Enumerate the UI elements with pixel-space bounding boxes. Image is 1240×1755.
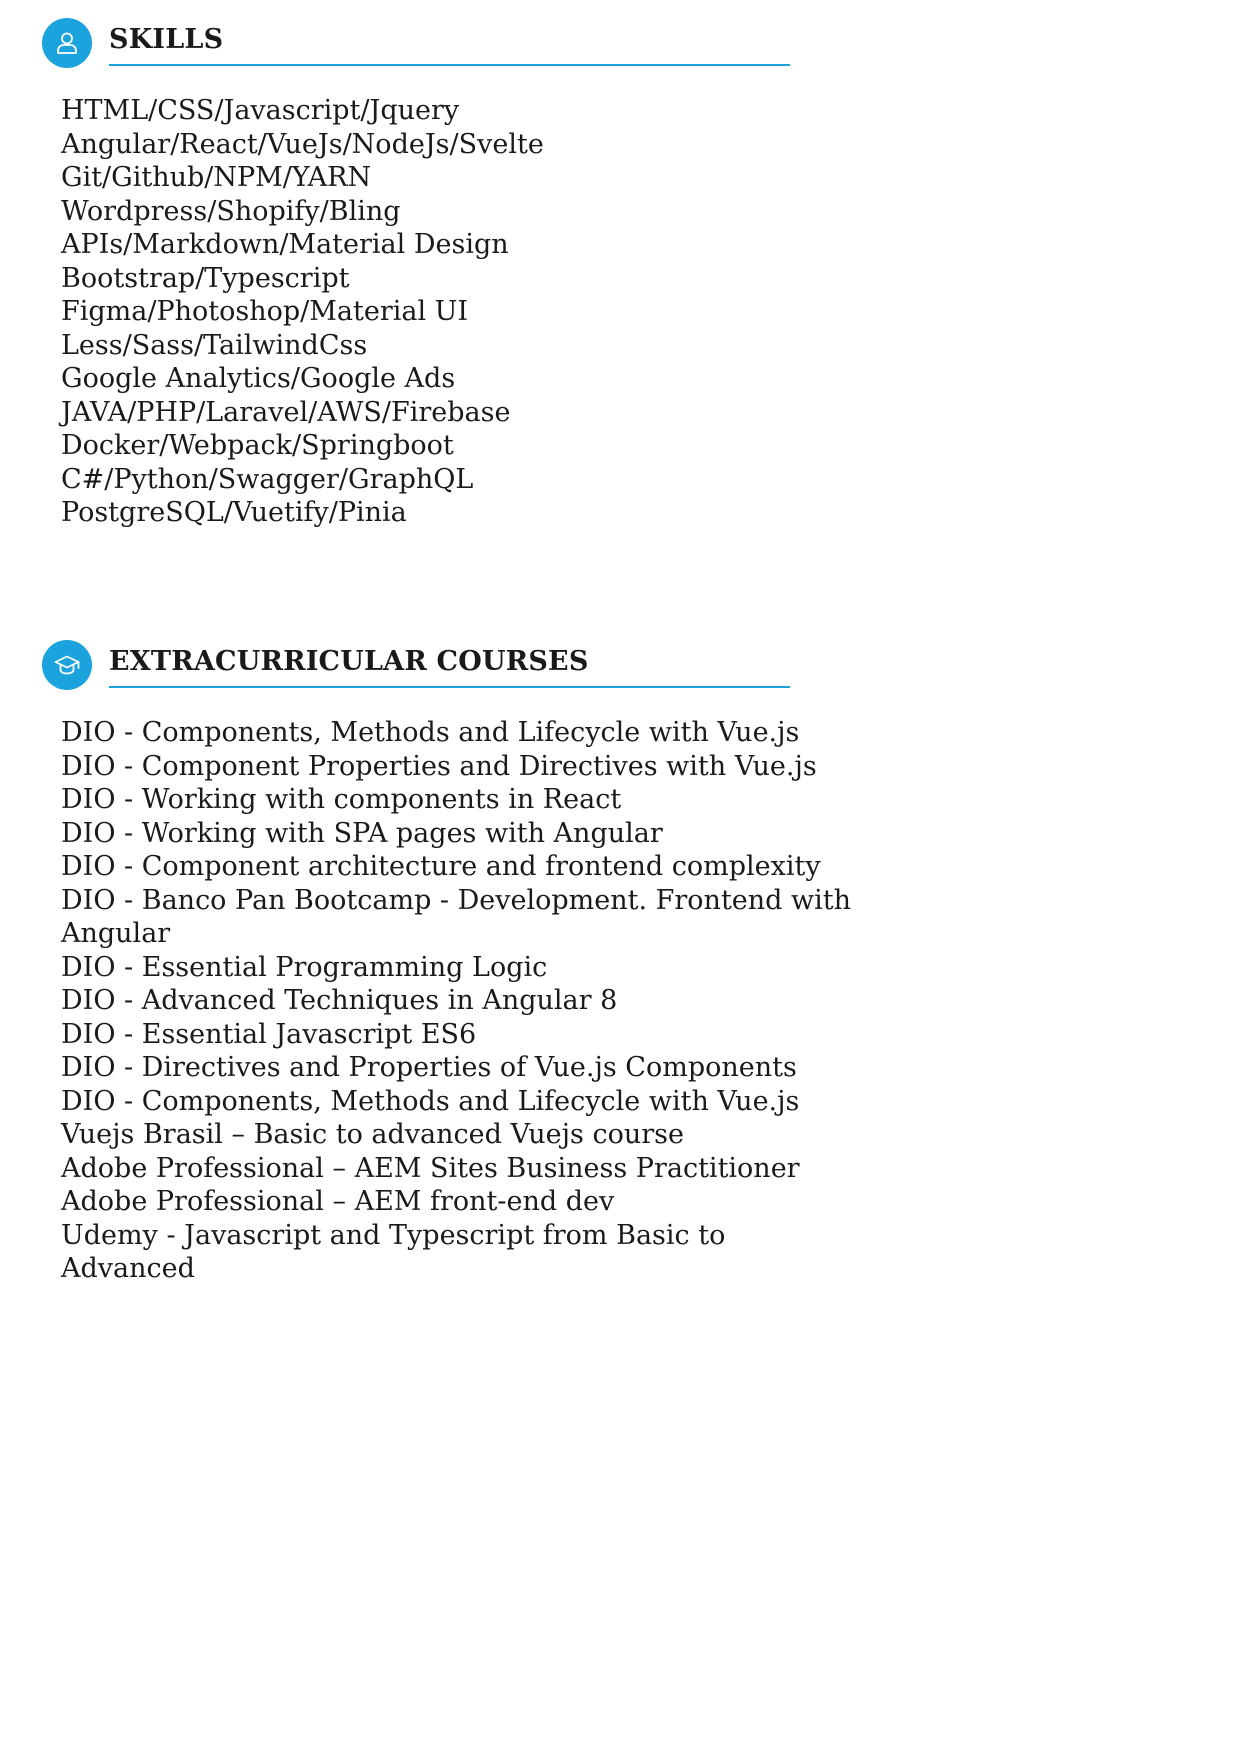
courses-title: EXTRACURRICULAR COURSES <box>109 646 589 677</box>
courses-list <box>61 716 861 1286</box>
course-item: DIO - Working with components in React <box>61 784 622 815</box>
courses-title-underline <box>109 686 790 688</box>
skill-item: JAVA/PHP/Laravel/AWS/Firebase <box>61 396 511 428</box>
course-item: DIO - Essential Programming Logic <box>61 951 548 983</box>
course-item: DIO - Components, Methods and Lifecycle with Vue.js <box>61 1085 800 1117</box>
course-item: DIO - Advanced Techniques in Angular 8 <box>61 985 618 1016</box>
skill-item: HTML/CSS/Javascript/Jquery <box>61 95 460 126</box>
course-item: DIO - Working with SPA pages with Angular <box>61 817 663 849</box>
course-item: Adobe Professional – AEM Sites Business Practitioner <box>61 1152 800 1184</box>
graduation-cap-icon <box>42 640 92 690</box>
user-icon <box>42 18 92 68</box>
course-item: Udemy - Javascript and Typescript from Basic to Advanced <box>61 1219 726 1284</box>
courses-section <box>0 636 1240 1284</box>
course-item: DIO - Component architecture and frontend complexity <box>61 851 821 882</box>
skills-title: SKILLS <box>109 24 224 55</box>
course-item: DIO - Components, Methods and Lifecycle with Vue.js <box>61 717 800 748</box>
course-item: DIO - Component Properties and Directives with Vue.js <box>61 750 817 782</box>
skill-item: C#/Python/Swagger/GraphQL <box>61 463 474 495</box>
course-item: DIO - Essential Javascript ES6 <box>61 1018 477 1050</box>
course-item: DIO - Directives and Properties of Vue.js Components <box>61 1052 797 1083</box>
course-item: Vuejs Brasil – Basic to advanced Vuejs course <box>61 1119 684 1150</box>
skill-item: PostgreSQL/Vuetify/Pinia <box>61 497 407 528</box>
skill-item: Bootstrap/Typescript <box>61 262 350 294</box>
skills-title-underline <box>109 64 790 66</box>
skill-item: Docker/Webpack/Springboot <box>61 430 454 461</box>
skills-list <box>61 94 861 530</box>
skill-item: Figma/Photoshop/Material UI <box>61 296 469 327</box>
skill-item: APIs/Markdown/Material Design <box>61 229 509 260</box>
skills-section <box>0 14 1240 528</box>
skills-header <box>0 14 1240 68</box>
skill-item: Less/Sass/TailwindCss <box>61 329 368 361</box>
skill-item: Wordpress/Shopify/Bling <box>61 195 401 227</box>
courses-header <box>0 636 1240 690</box>
skill-item: Angular/React/VueJs/NodeJs/Svelte <box>61 128 544 160</box>
skill-item: Google Analytics/Google Ads <box>61 363 456 394</box>
course-item: DIO - Banco Pan Bootcamp - Development. Frontend with Angular <box>61 884 852 949</box>
skill-item: Git/Github/NPM/YARN <box>61 162 372 193</box>
course-item: Adobe Professional – AEM front-end dev <box>61 1186 615 1217</box>
